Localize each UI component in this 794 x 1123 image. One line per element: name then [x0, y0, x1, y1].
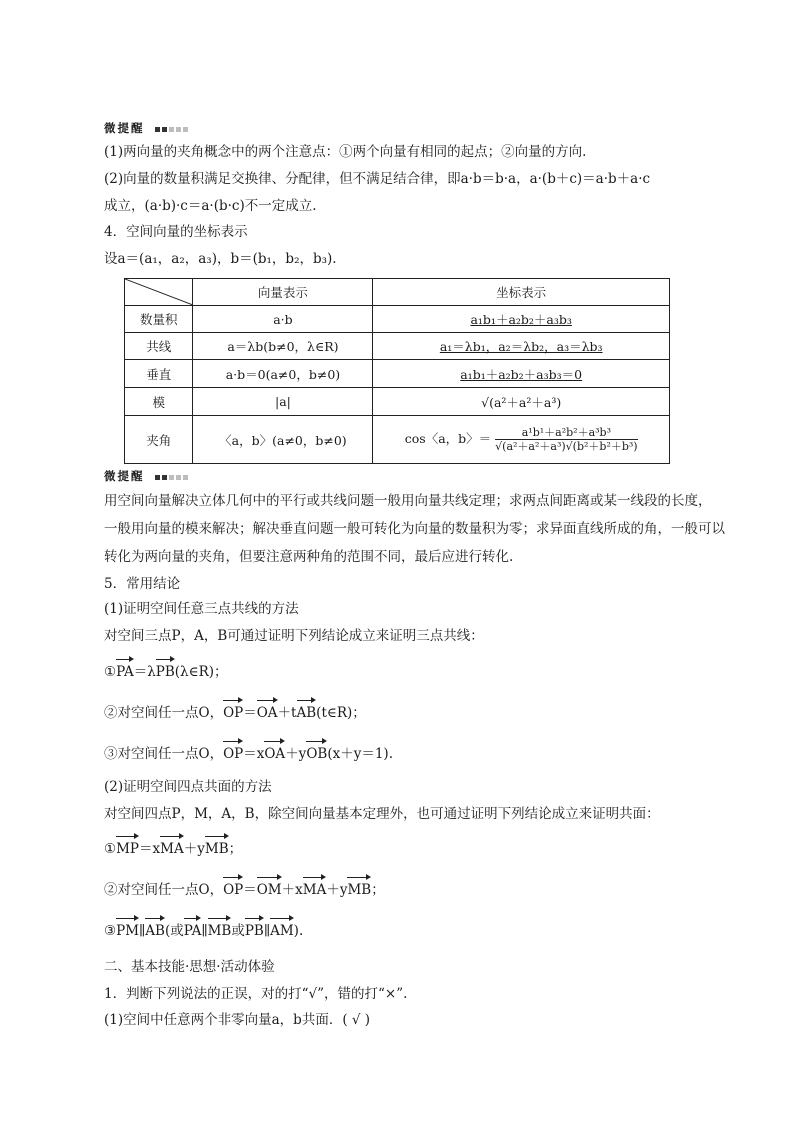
formula-coplanar-2: ②对空间任一点O，OP＝OM＋xMA＋yMB； — [104, 882, 385, 898]
section-title: 5．常用结论 — [104, 576, 181, 592]
hint-text-line: 转化为两向量的夹角，但要注意两种角的范围不同，最后应进行转化. — [104, 549, 514, 565]
hint-text-line: 用空间向量解决立体几何中的平行或共线问题一般用向量共线定理；求两点间距离或某一线段的长度， — [104, 493, 712, 509]
table-diagonal-corner — [125, 279, 193, 306]
row-name: 夹角 — [125, 416, 193, 464]
table-header: 向量表示 — [193, 279, 373, 306]
vector: MA — [160, 841, 184, 857]
row-coord: a₁b₁＋a₂b₂＋a₃b₃＝0 — [373, 360, 670, 388]
row-vector: 〈a，b〉(a≠0，b≠0) — [193, 416, 373, 464]
row-name: 模 — [125, 388, 193, 416]
cos-prefix: cos〈a，b〉＝ — [404, 431, 492, 446]
formula-collinear-1: ①PA＝λPB(λ∈R)； — [104, 664, 228, 680]
vector: OP — [223, 705, 244, 721]
row-name: 垂直 — [125, 360, 193, 388]
vector: AB — [145, 923, 165, 939]
hint-label: 微提醒 — [104, 469, 145, 483]
vector: OA — [256, 705, 278, 721]
hint-label: 微提醒 — [104, 121, 145, 135]
subsection-title: (1)证明空间任意三点共线的方法 — [104, 601, 299, 617]
vector: MP — [116, 841, 140, 857]
note-line: (2)向量的数量积满足交换律、分配律，但不满足结合律，即a·b＝b·a，a·(b＋c)＝a·b＋a·c — [104, 171, 651, 187]
table-row — [125, 416, 670, 464]
vector: OB — [306, 746, 328, 762]
vector: MA — [302, 882, 327, 898]
hint-squares-icon — [155, 119, 190, 139]
formula-collinear-3: ③对空间任一点O，OP＝xOA＋yOB(x＋y＝1). — [104, 746, 393, 762]
note-line: (1)两向量的夹角概念中的两个注意点：①两个向量有相同的起点；②向量的方向. — [104, 144, 587, 160]
vector: PA — [183, 923, 202, 939]
row-coord: √(a²＋a²＋a³) — [373, 388, 670, 416]
hint-heading — [104, 466, 190, 487]
row-coord: a₁b₁＋a₂b₂＋a₃b₃ — [373, 306, 670, 333]
fraction-numerator: a¹b¹＋a²b²＋a³b³ — [495, 426, 637, 440]
coordinate-table — [124, 278, 670, 464]
hint-text-line: 一般用向量的模来解决；解决垂直问题一般可转化为向量的数量积为零；求异面直线所成的角，一般可以 — [104, 521, 725, 537]
row-coord — [373, 416, 670, 464]
row-vector: a＝λb(b≠0，λ∈R) — [193, 333, 373, 360]
formula-coplanar-1: ①MP＝xMA＋yMB； — [104, 841, 243, 857]
cos-fraction — [495, 426, 637, 453]
question-text: 1．判断下列说法的正误，对的打“√”，错的打“×”. — [104, 986, 408, 1002]
hint-heading — [104, 118, 190, 139]
vector: PM — [116, 923, 140, 939]
vector: PA — [116, 664, 134, 680]
note-line: 成立，(a·b)·c＝a·(b·c)不一定成立. — [104, 198, 317, 214]
row-vector: a·b — [193, 306, 373, 333]
table-header: 坐标表示 — [373, 279, 670, 306]
vector: AB — [296, 705, 317, 721]
vector: OP — [223, 882, 244, 898]
table-row — [125, 306, 670, 333]
formula-coplanar-3: ③PM∥AB(或PA∥MB或PB∥AM). — [104, 923, 304, 939]
part-title: 二、基本技能·思想·活动体验 — [104, 959, 275, 975]
table-row — [125, 360, 670, 388]
row-name: 共线 — [125, 333, 193, 360]
section-title: 4．空间向量的坐标表示 — [104, 224, 248, 240]
vector: MB — [204, 841, 229, 857]
row-coord: a₁＝λb₁，a₂＝λb₂，a₃＝λb₃ — [373, 333, 670, 360]
vector: OA — [264, 746, 286, 762]
subsection-title: (2)证明空间四点共面的方法 — [104, 779, 272, 795]
table-row — [125, 388, 670, 416]
vector: OP — [223, 746, 244, 762]
row-vector: a·b＝0(a≠0，b≠0) — [193, 360, 373, 388]
row-vector: |a| — [193, 388, 373, 416]
vector: OM — [256, 882, 282, 898]
vector: AM — [270, 923, 294, 939]
vector: MB — [347, 882, 372, 898]
hint-squares-icon — [155, 467, 190, 487]
question-item: (1)空间中任意两个非零向量a，b共面．( √ ) — [104, 1012, 371, 1028]
section-setup: 设a＝(a₁，a₂，a₃)，b＝(b₁，b₂，b₃). — [104, 251, 337, 267]
formula-collinear-2: ②对空间任一点O，OP＝OA＋tAB(t∈R)； — [104, 705, 366, 721]
row-name: 数量积 — [125, 306, 193, 333]
vector: MB — [207, 923, 232, 939]
subsection-intro: 对空间三点P，A，B可通过证明下列结论成立来证明三点共线： — [104, 628, 484, 644]
fraction-denominator: √(a²＋a²＋a³)√(b²＋b²＋b³) — [495, 440, 638, 453]
table-row — [125, 333, 670, 360]
subsection-intro: 对空间四点P，M，A，B，除空间向量基本定理外，也可通过证明下列结论成立来证明共面： — [104, 806, 660, 822]
vector: PB — [155, 664, 175, 680]
vector: PB — [244, 923, 264, 939]
